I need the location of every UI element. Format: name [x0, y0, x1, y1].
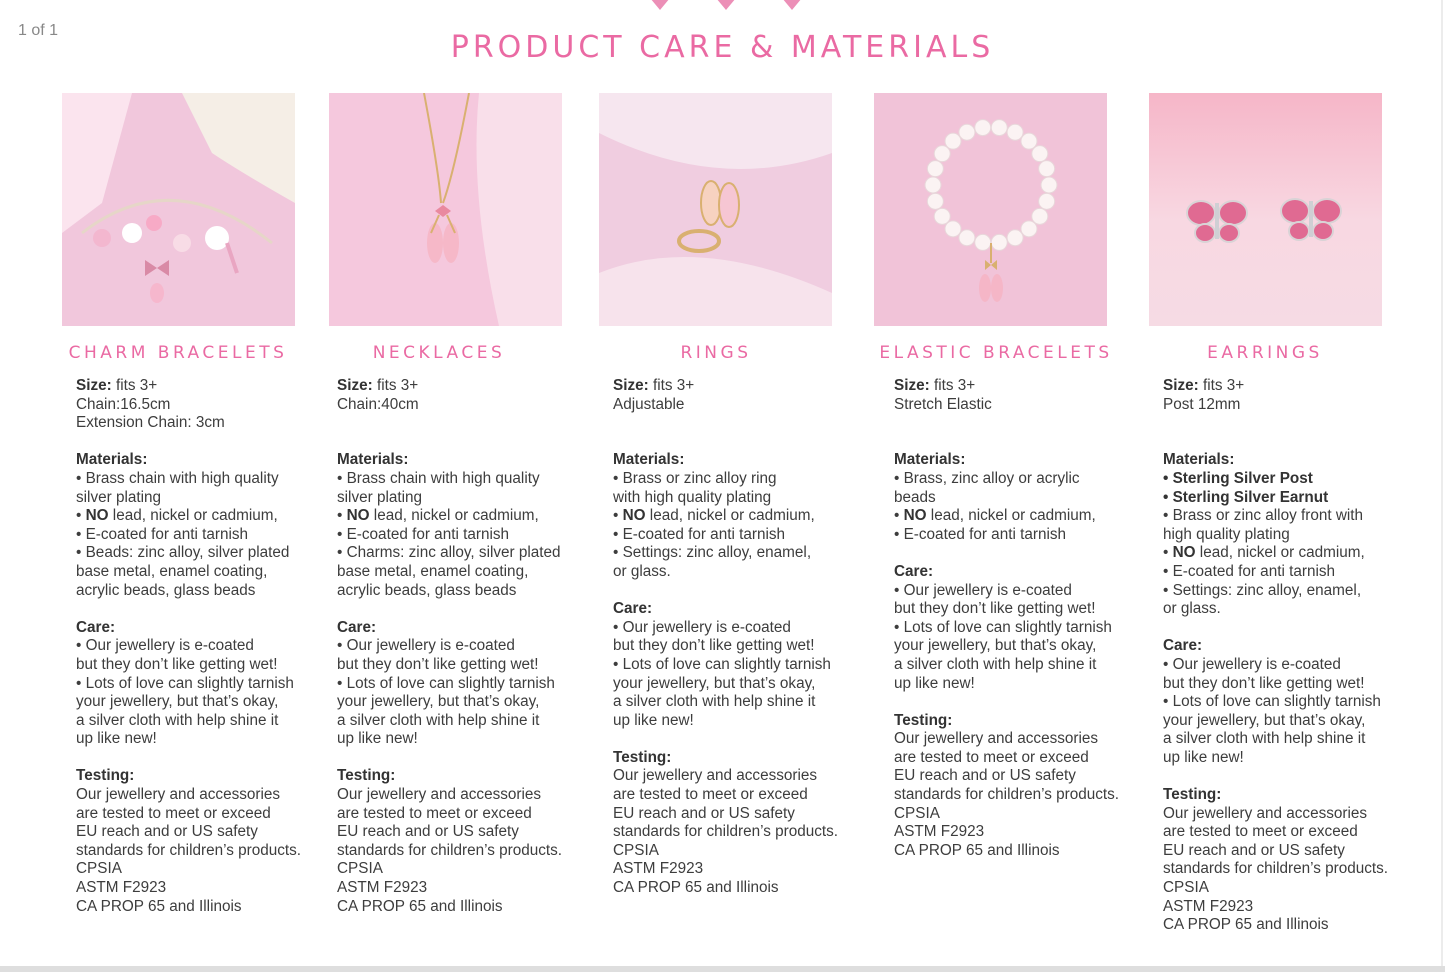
materials-item: • Beads: zinc alloy, silver plated	[76, 544, 290, 562]
page-counter: 1 of 1	[18, 22, 59, 39]
size-value: fits 3+	[648, 377, 695, 394]
care-item: • Lots of love can slightly tarnish	[337, 674, 555, 692]
materials-item: or glass.	[1163, 600, 1221, 618]
materials-item: • E-coated for anti tarnish	[76, 525, 249, 543]
care-item: a silver cloth with help shine it	[1163, 730, 1366, 748]
pearl-bead	[959, 124, 975, 140]
materials-item: • E-coated for anti tarnish	[613, 525, 786, 543]
materials-label: Materials:	[894, 451, 966, 469]
testing-item: ASTM F2923	[894, 823, 985, 841]
elastic-bracelet-photo	[874, 93, 1107, 326]
testing-label: Testing:	[613, 748, 672, 766]
testing-item: Our jewellery and accessories	[76, 786, 281, 804]
size-label: Size:	[894, 377, 930, 394]
care-label: Care:	[613, 600, 653, 618]
materials-item: • Charms: zinc alloy, silver plated	[337, 544, 561, 562]
materials-item: • NO lead, nickel or cadmium,	[613, 507, 815, 525]
product-details-elastic-bracelets	[894, 377, 1119, 860]
necklace-photo	[329, 93, 562, 326]
materials-item: silver plating	[76, 488, 162, 506]
materials-item: base metal, enamel coating,	[76, 562, 268, 580]
size-label: Size:	[613, 377, 649, 394]
testing-item: CPSIA	[76, 860, 122, 878]
care-item: • Lots of love can slightly tarnish	[613, 655, 831, 673]
materials-item: high quality plating	[1163, 525, 1290, 543]
testing-item: Our jewellery and accessories	[894, 730, 1099, 748]
size-value: fits 3+	[111, 377, 158, 394]
materials-label: Materials:	[1163, 451, 1235, 469]
testing-item: standards for children’s products.	[894, 786, 1120, 804]
care-item: but they don’t like getting wet!	[337, 655, 539, 673]
size-detail: Stretch Elastic	[894, 395, 992, 413]
care-item: • Our jewellery is e-coated	[76, 637, 254, 655]
pearl-bead	[1039, 193, 1055, 209]
pearl-bead	[945, 133, 961, 149]
testing-label: Testing:	[1163, 786, 1222, 804]
earrings-photo	[1149, 93, 1382, 326]
pearl-bead	[1041, 177, 1057, 193]
product-details-charm-bracelets	[76, 377, 301, 916]
materials-item: • Sterling Silver Earnut	[1163, 488, 1329, 506]
testing-item: ASTM F2923	[613, 860, 704, 878]
testing-item: CPSIA	[337, 860, 383, 878]
pearl-bead	[991, 234, 1007, 250]
care-item: but they don’t like getting wet!	[894, 600, 1096, 618]
size-label: Size:	[1163, 377, 1199, 394]
materials-label: Materials:	[337, 451, 409, 469]
pearl-bead	[975, 120, 991, 136]
size-label: Size:	[337, 377, 373, 394]
size-value: fits 3+	[929, 377, 976, 394]
materials-item: • Settings: zinc alloy, enamel,	[613, 544, 812, 562]
pearl-bead	[925, 177, 941, 193]
care-item: up like new!	[894, 674, 975, 692]
product-details-necklaces	[337, 377, 562, 916]
testing-item: are tested to meet or exceed	[1163, 823, 1358, 841]
product-heading: RINGS	[680, 343, 752, 363]
size-detail: Post 12mm	[1163, 395, 1241, 413]
diamond-icon	[650, 0, 670, 12]
testing-item: Our jewellery and accessories	[1163, 804, 1368, 822]
ring-photo	[599, 93, 832, 326]
materials-item: base metal, enamel coating,	[337, 562, 529, 580]
materials-item: • Brass chain with high quality	[76, 469, 279, 487]
materials-item: • NO lead, nickel or cadmium,	[894, 507, 1096, 525]
care-label: Care:	[894, 562, 934, 580]
testing-item: CA PROP 65 and Illinois	[1163, 916, 1329, 934]
testing-item: CPSIA	[1163, 879, 1209, 897]
testing-item: CPSIA	[613, 841, 659, 859]
pearl-bead	[975, 234, 991, 250]
size-detail: Chain:16.5cm	[76, 395, 171, 413]
care-item: • Lots of love can slightly tarnish	[1163, 693, 1381, 711]
care-item: • Our jewellery is e-coated	[613, 618, 791, 636]
materials-item: with high quality plating	[613, 488, 772, 506]
page-divider	[0, 966, 1445, 972]
care-item: a silver cloth with help shine it	[76, 711, 279, 729]
materials-label: Materials:	[76, 451, 148, 469]
testing-item: ASTM F2923	[337, 879, 428, 897]
materials-item: • NO lead, nickel or cadmium,	[337, 507, 539, 525]
size-value: fits 3+	[1198, 377, 1245, 394]
care-item: • Lots of love can slightly tarnish	[76, 674, 294, 692]
care-item: your jewellery, but that’s okay,	[894, 637, 1097, 655]
charm-bracelet-photo	[62, 93, 295, 326]
pearl-bead	[1039, 161, 1055, 177]
care-item: your jewellery, but that’s okay,	[1163, 711, 1366, 729]
pearl-bead	[927, 193, 943, 209]
pearl-bead	[1021, 133, 1037, 149]
care-item: a silver cloth with help shine it	[337, 711, 540, 729]
testing-item: Our jewellery and accessories	[613, 767, 818, 785]
materials-item: • Settings: zinc alloy, enamel,	[1163, 581, 1362, 599]
pearl-bead	[927, 161, 943, 177]
testing-item: are tested to meet or exceed	[337, 804, 532, 822]
product-heading: CHARM BRACELETS	[68, 343, 288, 363]
materials-item: or glass.	[613, 562, 671, 580]
materials-item: • Sterling Silver Post	[1163, 469, 1313, 487]
materials-item: • E-coated for anti tarnish	[1163, 562, 1336, 580]
pearl-bead	[991, 120, 1007, 136]
testing-item: standards for children’s products.	[613, 823, 839, 841]
pearl-bead	[1007, 124, 1023, 140]
testing-item: CA PROP 65 and Illinois	[337, 897, 503, 915]
care-item: up like new!	[76, 730, 157, 748]
product-details-earrings	[1163, 377, 1388, 935]
product-heading: ELASTIC BRACELETS	[879, 343, 1113, 363]
care-item: a silver cloth with help shine it	[894, 655, 1097, 673]
testing-label: Testing:	[76, 767, 135, 785]
care-item: but they don’t like getting wet!	[613, 637, 815, 655]
care-label: Care:	[337, 618, 377, 636]
testing-label: Testing:	[337, 767, 396, 785]
care-item: but they don’t like getting wet!	[76, 655, 278, 673]
product-details-rings	[613, 377, 838, 898]
care-item: • Lots of love can slightly tarnish	[894, 618, 1112, 636]
care-item: a silver cloth with help shine it	[613, 693, 816, 711]
materials-item: • Brass or zinc alloy ring	[613, 469, 777, 487]
materials-item: • NO lead, nickel or cadmium,	[1163, 544, 1365, 562]
testing-item: standards for children’s products.	[337, 841, 563, 859]
materials-label: Materials:	[613, 451, 685, 469]
materials-item: • Brass, zinc alloy or acrylic	[894, 469, 1080, 487]
pearl-bead	[1021, 221, 1037, 237]
page-edge	[1441, 0, 1443, 966]
care-item: up like new!	[613, 711, 694, 729]
testing-item: ASTM F2923	[76, 879, 167, 897]
testing-item: CA PROP 65 and Illinois	[894, 841, 1060, 859]
materials-item: • NO lead, nickel or cadmium,	[76, 507, 278, 525]
care-item: up like new!	[1163, 748, 1244, 766]
testing-item: EU reach and or US safety	[894, 767, 1076, 785]
pearl-bead	[1032, 146, 1048, 162]
pearl-bead	[934, 146, 950, 162]
testing-item: EU reach and or US safety	[76, 823, 258, 841]
testing-item: CA PROP 65 and Illinois	[76, 897, 242, 915]
care-item: but they don’t like getting wet!	[1163, 674, 1365, 692]
care-item: your jewellery, but that’s okay,	[76, 693, 279, 711]
materials-item: acrylic beads, glass beads	[337, 581, 517, 599]
testing-item: EU reach and or US safety	[613, 804, 795, 822]
testing-item: CPSIA	[894, 804, 940, 822]
testing-item: standards for children’s products.	[1163, 860, 1389, 878]
care-label: Care:	[76, 618, 116, 636]
testing-item: standards for children’s products.	[76, 841, 302, 859]
page-title: PRODUCT CARE & MATERIALS	[450, 30, 995, 65]
testing-item: are tested to meet or exceed	[894, 748, 1089, 766]
care-item: • Our jewellery is e-coated	[1163, 655, 1341, 673]
materials-item: beads	[894, 488, 936, 506]
care-item: • Our jewellery is e-coated	[337, 637, 515, 655]
testing-item: Our jewellery and accessories	[337, 786, 542, 804]
testing-item: CA PROP 65 and Illinois	[613, 879, 779, 897]
product-heading: NECKLACES	[372, 343, 506, 363]
size-detail: Adjustable	[613, 395, 685, 413]
size-label: Size:	[76, 377, 112, 394]
size-detail: Extension Chain: 3cm	[76, 414, 225, 432]
testing-item: are tested to meet or exceed	[613, 786, 808, 804]
care-item: • Our jewellery is e-coated	[894, 581, 1072, 599]
testing-label: Testing:	[894, 711, 953, 729]
testing-item: are tested to meet or exceed	[76, 804, 271, 822]
pearl-bead	[959, 230, 975, 246]
care-item: up like new!	[337, 730, 418, 748]
materials-item: • E-coated for anti tarnish	[894, 525, 1067, 543]
product-heading: EARRINGS	[1207, 343, 1323, 363]
size-detail: Chain:40cm	[337, 395, 419, 413]
materials-item: acrylic beads, glass beads	[76, 581, 256, 599]
pearl-bead	[1007, 230, 1023, 246]
pearl-bead	[945, 221, 961, 237]
materials-item: silver plating	[337, 488, 423, 506]
diamond-icon	[716, 0, 736, 12]
care-item: your jewellery, but that’s okay,	[337, 693, 540, 711]
care-label: Care:	[1163, 637, 1203, 655]
testing-item: ASTM F2923	[1163, 897, 1254, 915]
pearl-bead	[934, 208, 950, 224]
materials-item: • Brass or zinc alloy front with	[1163, 507, 1364, 525]
materials-item: • Brass chain with high quality	[337, 469, 540, 487]
materials-item: • E-coated for anti tarnish	[337, 525, 510, 543]
pearl-bead	[1032, 208, 1048, 224]
testing-item: EU reach and or US safety	[337, 823, 519, 841]
care-item: your jewellery, but that’s okay,	[613, 674, 816, 692]
testing-item: EU reach and or US safety	[1163, 841, 1345, 859]
size-value: fits 3+	[372, 377, 419, 394]
diamond-icon	[782, 0, 802, 12]
